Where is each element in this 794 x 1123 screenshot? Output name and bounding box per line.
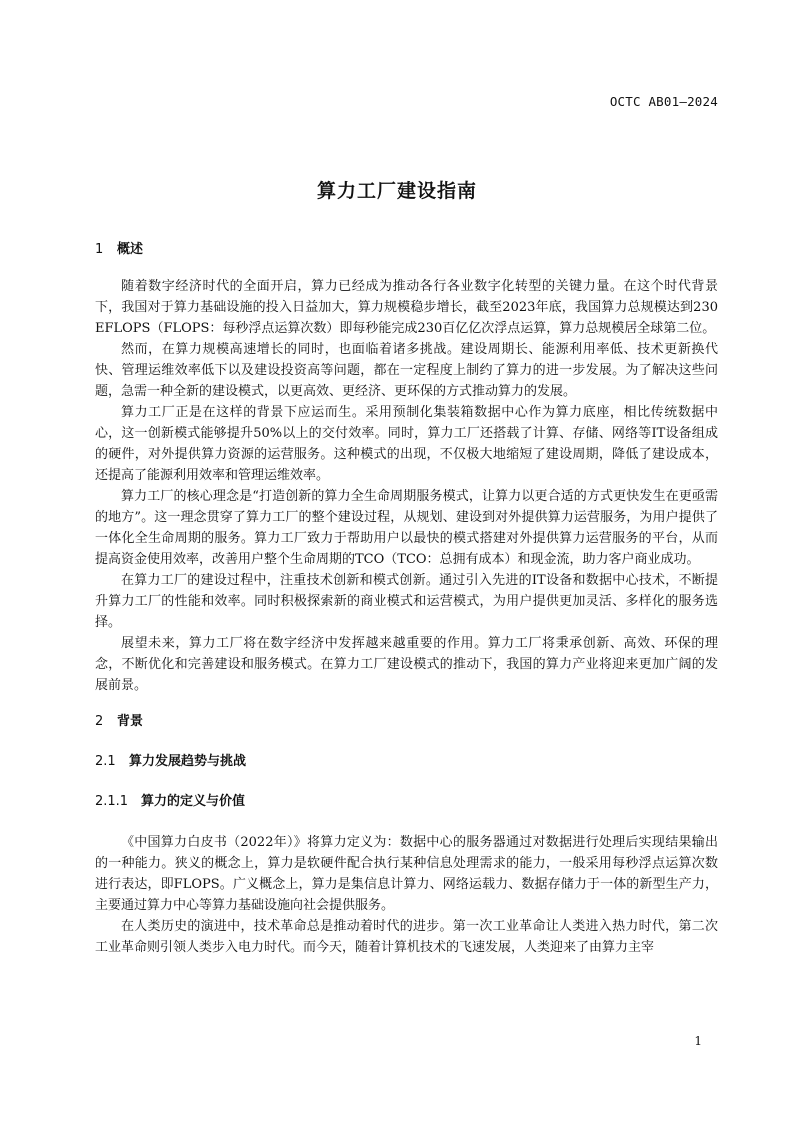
paragraph: 在算力工厂的建设过程中，注重技术创新和模式创新。通过引入先进的IT设备和数据中心技术，不断提升算力工厂的性能和效率。同时积极探索新的商业模式和运营模式，为用户提供更加灵活、多样化的服务选择。 xyxy=(95,573,718,630)
paragraph: 《中国算力白皮书（2022年）》将算力定义为：数据中心的服务器通过对数据进行处理后实现结果输出的一种能力。狭义的概念上，算力是软硬件配合执行某种信息处理需求的能力，一般采用每秒浮点运算次数进行表达，即FLOPS。广义概念上，算力是集信息计算力、网络运载力、数据存储力于一体的新型生产力，主要通过算力中心等算力基础设施向社会提供服务。 xyxy=(95,835,718,913)
section-heading-1 xyxy=(95,240,718,260)
document-code: OCTC AB01—2024 xyxy=(609,94,718,109)
section-number: 2.1 xyxy=(95,754,116,769)
paragraph: 算力工厂正是在这样的背景下应运而生。采用预制化集装箱数据中心作为算力底座，相比传统数据中心，这一创新模式能够提升50%以上的交付效率。同时，算力工厂还搭载了计算、存储、网络等IT设备组成的硬件，对外提供算力资源的运营服务。这种模式的出现，不仅极大地缩短了建设周期，降低了建设成本，还提高了能源利用效率和管理运维效率。 xyxy=(95,405,718,483)
section-number: 1 xyxy=(95,242,104,257)
paragraph: 算力工厂的核心理念是“打造创新的算力全生命周期服务模式，让算力以更合适的方式更快发生在更亟需的地方”。这一理念贯穿了算力工厂的整个建设过程，从规划、建设到对外提供算力运营服务，为用户提供了一体化全生命周期的服务。算力工厂致力于帮助用户以最快的模式搭建对外提供算力运营服务的平台，从而提高资金使用效率，改善用户整个生命周期的TCO（TCO：总拥有成本）和现金流，助力客户商业成功。 xyxy=(95,489,718,567)
section-number: 2 xyxy=(95,714,104,729)
section-heading-2-1-1 xyxy=(95,792,718,812)
section-heading-2 xyxy=(95,712,718,732)
page-number: 1 xyxy=(694,1034,702,1048)
section-title: 算力发展趋势与挑战 xyxy=(129,754,247,769)
paragraph: 然而，在算力规模高速增长的同时，也面临着诸多挑战。建设周期长、能源利用率低、技术更新换代快、管理运维效率低下以及建设投资高等问题，都在一定程度上制约了算力的进一步发展。为了解决这些问题，急需一种全新的建设模式，以更高效、更经济、更环保的方式推动算力的发展。 xyxy=(95,342,718,399)
section-title: 算力的定义与价值 xyxy=(141,794,246,809)
paragraph: 展望未来，算力工厂将在数字经济中发挥越来越重要的作用。算力工厂将秉承创新、高效、环保的理念，不断优化和完善建设和服务模式。在算力工厂建设模式的推动下，我国的算力产业将迎来更加广阔的发展前景。 xyxy=(95,636,718,693)
paragraph: 在人类历史的演进中，技术革命总是推动着时代的进步。第一次工业革命让人类进入热力时代，第二次工业革命则引领人类步入电力时代。而今天，随着计算机技术的飞速发展，人类迎来了由算力主宰 xyxy=(95,919,718,955)
section-heading-2-1 xyxy=(95,752,718,772)
section-title: 概述 xyxy=(117,242,144,257)
section-title: 背景 xyxy=(117,714,144,729)
document-body xyxy=(95,240,718,958)
document-title: 算力工厂建设指南 xyxy=(316,180,477,202)
paragraph: 随着数字经济时代的全面开启，算力已经成为推动各行各业数字化转型的关键力量。在这个时代背景下，我国对于算力基础设施的投入日益加大，算力规模稳步增长，截至2023年底，我国算力总规模达到230 EFLOPS（FLOPS：每秒浮点运算次数）即每秒能完成230百亿亿次浮点运算，算力总规模居全球第二位。 xyxy=(95,279,718,336)
section-number: 2.1.1 xyxy=(95,794,129,809)
